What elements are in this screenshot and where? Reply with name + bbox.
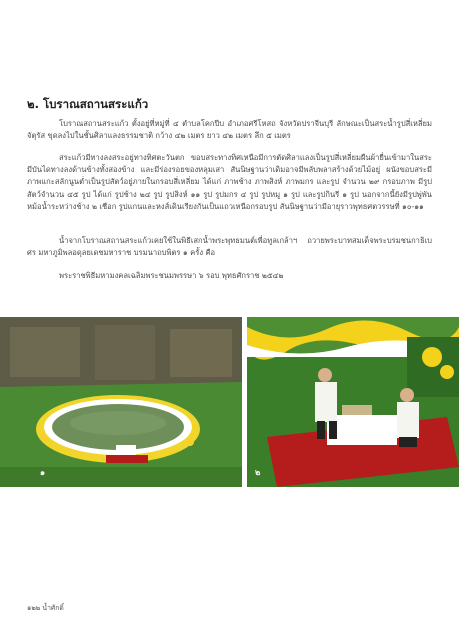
ceremony-illustration	[247, 317, 459, 487]
paragraph-location: โบราณสถานสระแก้ว ตั้งอยู่ที่หมู่ที่ ๔ ตำบลโคกปีบ อำเภอศรีโหสถ จังหวัดปราจีนบุรี ลักษณะเป็นสระน้ำรูปสี่เหลี่ยมจัตุรัส ขุดลงไปในชั้นศิลาแลงธรรมชาติ กว้าง ๔๒ เมตร ยาว ๔๒ เมตร ลึก ๕ เมตร	[27, 119, 432, 141]
paragraph-description: สระแก้วมีทางลงสระอยู่ทางทิศตะวันตก ขอบสระทางทิศเหนือมีการตัดศิลาแลงเป็นรูปสี่เหลี่ยมผืนผ้ายื่นเข้ามาในสระ มีบันไดทางลงด้านข้างทั้งสองข้าง และมีร่องรอยของหลุมเสา สันนิษฐานว่าเดิมอาจมีพลับพลาสร้างด้วยไม้อยู่ ผนังขอบสระมีภาพแกะสลักนูนต่ำเป็นรูปสัตว์อยู่ภายในกรอบสี่เหลี่ยม ได้แก่ ภาพช้าง ภาพสิงห์ ภาพมกร และรูป จำนวน ๒๙ กรอบภาพ มีรูปสัตว์จำนวน ๔๕ รูป ได้แก่ รูปช้าง ๒๔ รูป รูปสิงห์ ๑๑ รูป รูปมกร ๔ รูป รูปหมู ๑ รูป และรูปกินรี ๑ รูป นอกจากนี้ยังมีรูปพู่พันหม้อน้ำระหว่างช้าง ๒ เชือก รูปแกนและหงส์เดินเรียงกันเป็นแถวเหนือกรอบรูป สันนิษฐานว่ามีอายุราวพุทธศตวรรษที่ ๑๐-๑๑	[27, 153, 432, 211]
page-footer: ๑๒๒ น้ำศักดิ์	[27, 604, 64, 612]
photo-sacred-pond	[0, 317, 242, 487]
photo-caption-1: ๑	[40, 468, 46, 477]
section-heading: ๒. โบราณสถานสระแก้ว	[27, 97, 149, 111]
photo-caption-2: ๒	[255, 468, 261, 477]
paragraph-ceremony-name: พระราชพิธีมหามงคลเฉลิมพระชนมพรรษา ๖ รอบ พุทธศักราช ๒๕๔๒	[59, 271, 284, 280]
pond-illustration	[0, 317, 242, 487]
photo-water-ceremony	[247, 317, 459, 487]
paragraph-ceremony-use: น้ำจากโบราณสถานสระแก้วเคยใช้ในพิธีเสกน้ำพระพุทธมนต์เพื่อทูลเกล้าฯ ถวายพระบาทสมเด็จพระบรมชนกาธิเบศร มหาภูมิพลอดุลยเดชมหาราช บรมนาถบพิตร ๑ ครั้ง คือ	[27, 236, 432, 258]
